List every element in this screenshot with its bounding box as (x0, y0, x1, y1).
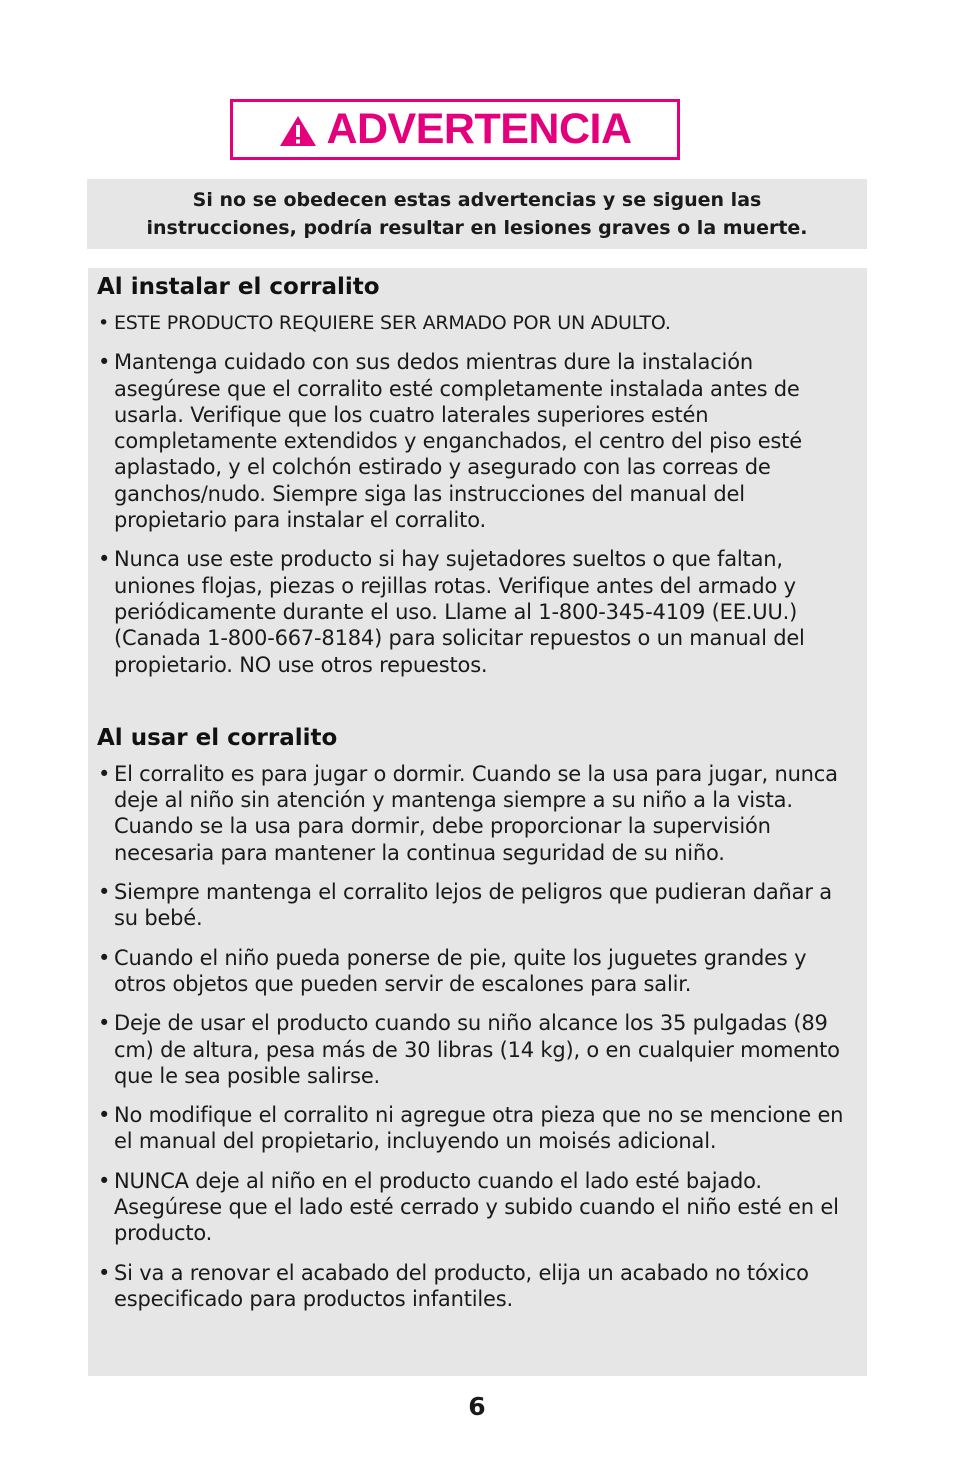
intro-warning-text: Si no se obedecen estas advertencias y se siguen las instrucciones, podría resultar en lesiones graves o la muerte. (87, 179, 867, 249)
warning-triangle-icon (278, 114, 318, 148)
list-item: • El corralito es para jugar o dormir. Cuando se la usa para jugar, nunca deje al niño sin atención y mantenga siempre a su niño a la vista. Cuando se la usa para dormir, debe proporcionar la supervisión necesaria para mantener la continua seguridad de su niño. (97, 761, 859, 866)
page-number: 6 (468, 1392, 486, 1421)
installing-warnings-list (97, 310, 859, 678)
list-item: • Mantenga cuidado con sus dedos mientras dure la instalación asegúrese que el corralito esté completamente instalada antes de usarla. Verifique que los cuatro laterales superiores estén completamente extendidos y enganchados, el centro del piso esté aplastado, y el colchón estirado y asegurado con las correas de ganchos/nudo. Siempre siga las instrucciones del manual del propietario para instalar el corralito. (97, 349, 859, 533)
list-item: • ESTE PRODUCTO REQUIERE SER ARMADO POR UN ADULTO. (97, 310, 859, 336)
list-item: • Siempre mantenga el corralito lejos de peligros que pudieran dañar a su bebé. (97, 879, 859, 932)
list-item: • Cuando el niño pueda ponerse de pie, quite los juguetes grandes y otros objetos que pueden servir de escalones para salir. (97, 945, 859, 998)
warning-banner (230, 99, 680, 160)
section-heading-installing: Al instalar el corralito (97, 274, 380, 300)
using-warnings-list (97, 761, 859, 1312)
section-heading-using: Al usar el corralito (97, 724, 338, 751)
list-item: • Nunca use este producto si hay sujetadores sueltos o que faltan, uniones flojas, piezas o rejillas rotas. Verifique antes del armado y periódicamente durante el uso. Llame al 1-800-345-4109 (EE.UU.) (Canada 1-800-667-8184) para solicitar repuestos o un manual del propietario. NO use otros repuestos. (97, 546, 859, 677)
warning-title: ADVERTENCIA (326, 105, 632, 153)
list-item: • Deje de usar el producto cuando su niño alcance los 35 pulgadas (89 cm) de altura, pesa más de 30 libras (14 kg), o en cualquier momento que le sea posible salirse. (97, 1010, 859, 1089)
list-item: • NUNCA deje al niño en el producto cuando el lado esté bajado. Asegúrese que el lado esté cerrado y subido cuando el niño esté en el producto. (97, 1168, 859, 1247)
warnings-content (88, 268, 867, 1376)
list-item: • No modifique el corralito ni agregue otra pieza que no se mencione en el manual del propietario, incluyendo un moisés adicional. (97, 1102, 859, 1155)
list-item: • Si va a renovar el acabado del producto, elija un acabado no tóxico especificado para productos infantiles. (97, 1260, 859, 1313)
